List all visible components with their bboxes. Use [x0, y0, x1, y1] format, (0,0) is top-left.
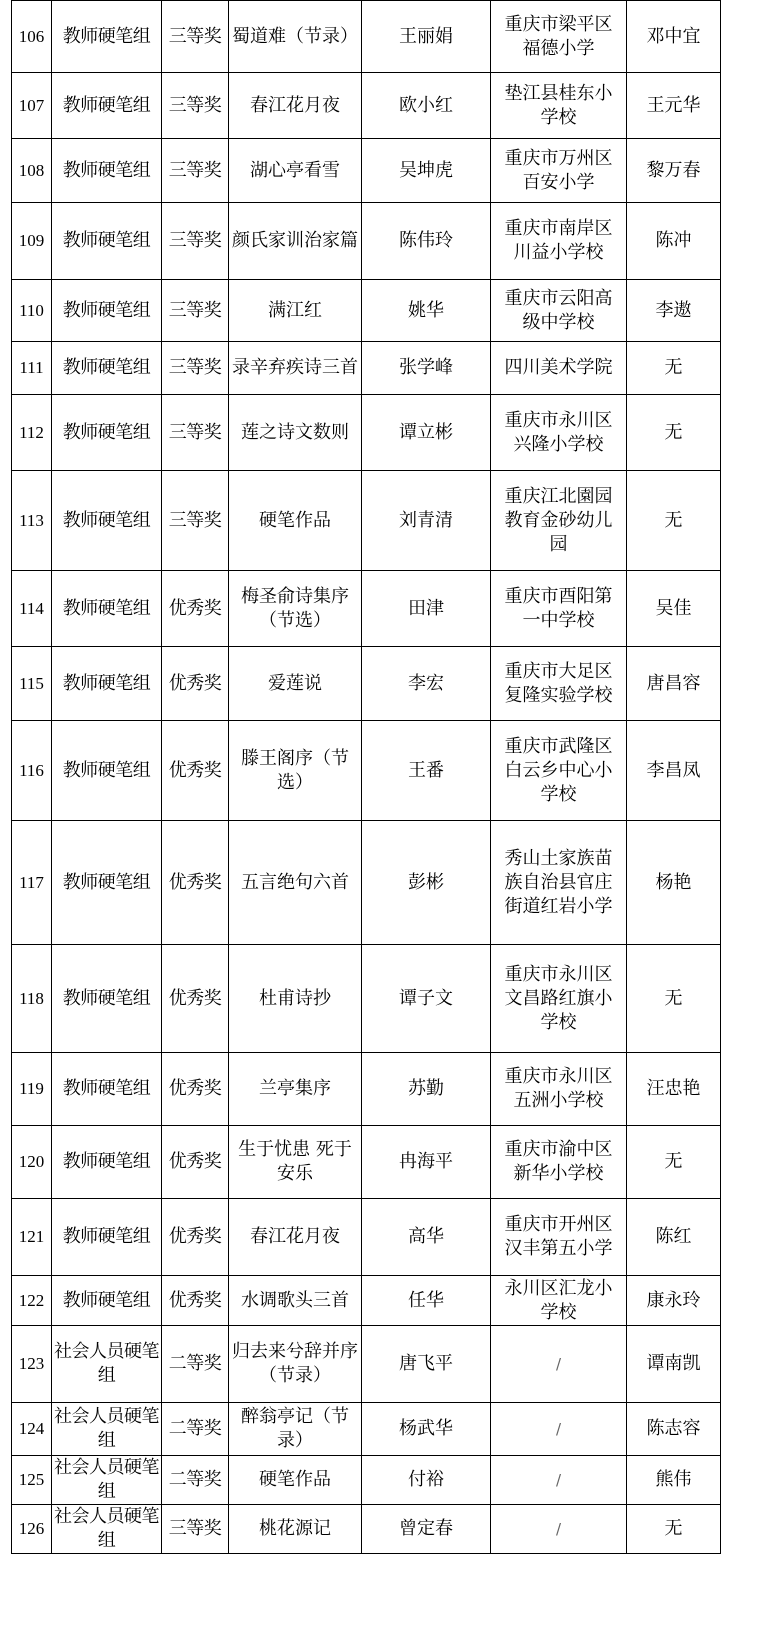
- author-cell: 冉海平: [362, 1126, 491, 1199]
- table-row: [12, 571, 721, 647]
- row-number: 121: [12, 1199, 52, 1276]
- school-cell: 重庆市永川区文昌路红旗小学校: [491, 945, 627, 1053]
- award-cell: 三等奖: [162, 1505, 229, 1554]
- group-cell: 社会人员硬笔组: [52, 1403, 162, 1456]
- work-title-cell: 桃花源记: [229, 1505, 362, 1554]
- awards-table: [11, 0, 721, 1554]
- author-cell: 刘青清: [362, 471, 491, 571]
- school-cell: 重庆市酉阳第一中学校: [491, 571, 627, 647]
- row-number: 106: [12, 1, 52, 73]
- teacher-cell: 陈红: [627, 1199, 721, 1276]
- row-number: 107: [12, 73, 52, 139]
- work-title-cell: 硬笔作品: [229, 471, 362, 571]
- school-cell: 重庆市渝中区新华小学校: [491, 1126, 627, 1199]
- work-title-cell: 春江花月夜: [229, 73, 362, 139]
- school-cell: 垫江县桂东小学校: [491, 73, 627, 139]
- author-cell: 王番: [362, 721, 491, 821]
- award-cell: 二等奖: [162, 1403, 229, 1456]
- award-cell: 优秀奖: [162, 821, 229, 945]
- award-cell: 三等奖: [162, 73, 229, 139]
- table-row: [12, 342, 721, 395]
- author-cell: 王丽娟: [362, 1, 491, 73]
- work-title-cell: 爱莲说: [229, 647, 362, 721]
- award-cell: 二等奖: [162, 1456, 229, 1505]
- table-row: [12, 1505, 721, 1554]
- group-cell: 教师硬笔组: [52, 647, 162, 721]
- author-cell: 谭立彬: [362, 395, 491, 471]
- school-cell: /: [491, 1326, 627, 1403]
- school-cell: /: [491, 1505, 627, 1554]
- school-cell: 重庆市万州区百安小学: [491, 139, 627, 203]
- group-cell: 教师硬笔组: [52, 1053, 162, 1126]
- school-cell: 重庆市南岸区川益小学校: [491, 203, 627, 280]
- work-title-cell: 兰亭集序: [229, 1053, 362, 1126]
- award-cell: 优秀奖: [162, 571, 229, 647]
- table-row: [12, 1199, 721, 1276]
- table-row: [12, 821, 721, 945]
- work-title-cell: 蜀道难（节录）: [229, 1, 362, 73]
- school-cell: 重庆市开州区汉丰第五小学: [491, 1199, 627, 1276]
- author-cell: 高华: [362, 1199, 491, 1276]
- award-cell: 三等奖: [162, 203, 229, 280]
- teacher-cell: 李遨: [627, 280, 721, 342]
- row-number: 120: [12, 1126, 52, 1199]
- work-title-cell: 颜氏家训治家篇: [229, 203, 362, 280]
- teacher-cell: 无: [627, 395, 721, 471]
- award-cell: 优秀奖: [162, 647, 229, 721]
- teacher-cell: 陈冲: [627, 203, 721, 280]
- school-cell: 重庆江北園园教育金砂幼儿园: [491, 471, 627, 571]
- group-cell: 教师硬笔组: [52, 342, 162, 395]
- table-row: [12, 1053, 721, 1126]
- row-number: 118: [12, 945, 52, 1053]
- school-cell: 永川区汇龙小学校: [491, 1276, 627, 1326]
- work-title-cell: 莲之诗文数则: [229, 395, 362, 471]
- table-row: [12, 139, 721, 203]
- row-number: 111: [12, 342, 52, 395]
- work-title-cell: 春江花月夜: [229, 1199, 362, 1276]
- table-row: [12, 395, 721, 471]
- school-cell: 重庆市武隆区白云乡中心小学校: [491, 721, 627, 821]
- author-cell: 谭子文: [362, 945, 491, 1053]
- table-row: [12, 945, 721, 1053]
- author-cell: 杨武华: [362, 1403, 491, 1456]
- group-cell: 教师硬笔组: [52, 721, 162, 821]
- group-cell: 教师硬笔组: [52, 1199, 162, 1276]
- table-row: [12, 1403, 721, 1456]
- school-cell: 重庆市永川区五洲小学校: [491, 1053, 627, 1126]
- teacher-cell: 无: [627, 1505, 721, 1554]
- author-cell: 李宏: [362, 647, 491, 721]
- row-number: 108: [12, 139, 52, 203]
- author-cell: 张学峰: [362, 342, 491, 395]
- row-number: 109: [12, 203, 52, 280]
- work-title-cell: 湖心亭看雪: [229, 139, 362, 203]
- table-row: [12, 1276, 721, 1326]
- school-cell: 重庆市大足区复隆实验学校: [491, 647, 627, 721]
- work-title-cell: 梅圣俞诗集序（节选）: [229, 571, 362, 647]
- teacher-cell: 康永玲: [627, 1276, 721, 1326]
- row-number: 113: [12, 471, 52, 571]
- table-row: [12, 721, 721, 821]
- group-cell: 教师硬笔组: [52, 73, 162, 139]
- table-row: [12, 280, 721, 342]
- school-cell: 重庆市永川区兴隆小学校: [491, 395, 627, 471]
- award-cell: 优秀奖: [162, 1126, 229, 1199]
- teacher-cell: 无: [627, 342, 721, 395]
- table-row: [12, 1, 721, 73]
- author-cell: 任华: [362, 1276, 491, 1326]
- group-cell: 教师硬笔组: [52, 203, 162, 280]
- author-cell: 田津: [362, 571, 491, 647]
- award-cell: 三等奖: [162, 342, 229, 395]
- group-cell: 社会人员硬笔组: [52, 1326, 162, 1403]
- author-cell: 彭彬: [362, 821, 491, 945]
- table-row: [12, 647, 721, 721]
- award-cell: 优秀奖: [162, 1276, 229, 1326]
- school-cell: /: [491, 1456, 627, 1505]
- group-cell: 教师硬笔组: [52, 945, 162, 1053]
- teacher-cell: 无: [627, 945, 721, 1053]
- table-row: [12, 471, 721, 571]
- award-cell: 三等奖: [162, 395, 229, 471]
- author-cell: 曾定春: [362, 1505, 491, 1554]
- teacher-cell: 谭南凯: [627, 1326, 721, 1403]
- row-number: 123: [12, 1326, 52, 1403]
- teacher-cell: 唐昌容: [627, 647, 721, 721]
- group-cell: 社会人员硬笔组: [52, 1456, 162, 1505]
- author-cell: 唐飞平: [362, 1326, 491, 1403]
- group-cell: 教师硬笔组: [52, 471, 162, 571]
- teacher-cell: 李昌凤: [627, 721, 721, 821]
- award-cell: 优秀奖: [162, 721, 229, 821]
- table-row: [12, 203, 721, 280]
- group-cell: 教师硬笔组: [52, 821, 162, 945]
- work-title-cell: 水调歌头三首: [229, 1276, 362, 1326]
- row-number: 119: [12, 1053, 52, 1126]
- school-cell: 重庆市梁平区福德小学: [491, 1, 627, 73]
- row-number: 116: [12, 721, 52, 821]
- table-row: [12, 1326, 721, 1403]
- award-cell: 二等奖: [162, 1326, 229, 1403]
- teacher-cell: 无: [627, 471, 721, 571]
- work-title-cell: 五言绝句六首: [229, 821, 362, 945]
- author-cell: 陈伟玲: [362, 203, 491, 280]
- teacher-cell: 杨艳: [627, 821, 721, 945]
- row-number: 125: [12, 1456, 52, 1505]
- author-cell: 欧小红: [362, 73, 491, 139]
- teacher-cell: 吴佳: [627, 571, 721, 647]
- group-cell: 教师硬笔组: [52, 1126, 162, 1199]
- work-title-cell: 归去来兮辞并序（节录）: [229, 1326, 362, 1403]
- school-cell: 四川美术学院: [491, 342, 627, 395]
- group-cell: 社会人员硬笔组: [52, 1505, 162, 1554]
- award-cell: 优秀奖: [162, 1199, 229, 1276]
- work-title-cell: 录辛弃疾诗三首: [229, 342, 362, 395]
- award-cell: 优秀奖: [162, 945, 229, 1053]
- row-number: 124: [12, 1403, 52, 1456]
- group-cell: 教师硬笔组: [52, 395, 162, 471]
- work-title-cell: 硬笔作品: [229, 1456, 362, 1505]
- table-row: [12, 1456, 721, 1505]
- work-title-cell: 滕王阁序（节选）: [229, 721, 362, 821]
- work-title-cell: 满江红: [229, 280, 362, 342]
- group-cell: 教师硬笔组: [52, 280, 162, 342]
- work-title-cell: 生于忧患 死于安乐: [229, 1126, 362, 1199]
- teacher-cell: 陈志容: [627, 1403, 721, 1456]
- school-cell: /: [491, 1403, 627, 1456]
- author-cell: 付裕: [362, 1456, 491, 1505]
- award-cell: 三等奖: [162, 471, 229, 571]
- school-cell: 重庆市云阳高级中学校: [491, 280, 627, 342]
- awards-table-body: [12, 1, 721, 1554]
- author-cell: 姚华: [362, 280, 491, 342]
- work-title-cell: 醉翁亭记（节录）: [229, 1403, 362, 1456]
- award-cell: 优秀奖: [162, 1053, 229, 1126]
- row-number: 115: [12, 647, 52, 721]
- teacher-cell: 汪忠艳: [627, 1053, 721, 1126]
- group-cell: 教师硬笔组: [52, 571, 162, 647]
- row-number: 117: [12, 821, 52, 945]
- school-cell: 秀山土家族苗族自治县官庄街道红岩小学: [491, 821, 627, 945]
- group-cell: 教师硬笔组: [52, 1276, 162, 1326]
- table-row: [12, 1126, 721, 1199]
- teacher-cell: 邓中宜: [627, 1, 721, 73]
- row-number: 114: [12, 571, 52, 647]
- author-cell: 苏勤: [362, 1053, 491, 1126]
- group-cell: 教师硬笔组: [52, 1, 162, 73]
- row-number: 122: [12, 1276, 52, 1326]
- author-cell: 吴坤虎: [362, 139, 491, 203]
- award-cell: 三等奖: [162, 139, 229, 203]
- teacher-cell: 王元华: [627, 73, 721, 139]
- teacher-cell: 无: [627, 1126, 721, 1199]
- award-cell: 三等奖: [162, 280, 229, 342]
- row-number: 126: [12, 1505, 52, 1554]
- teacher-cell: 熊伟: [627, 1456, 721, 1505]
- work-title-cell: 杜甫诗抄: [229, 945, 362, 1053]
- row-number: 112: [12, 395, 52, 471]
- row-number: 110: [12, 280, 52, 342]
- award-cell: 三等奖: [162, 1, 229, 73]
- teacher-cell: 黎万春: [627, 139, 721, 203]
- group-cell: 教师硬笔组: [52, 139, 162, 203]
- table-row: [12, 73, 721, 139]
